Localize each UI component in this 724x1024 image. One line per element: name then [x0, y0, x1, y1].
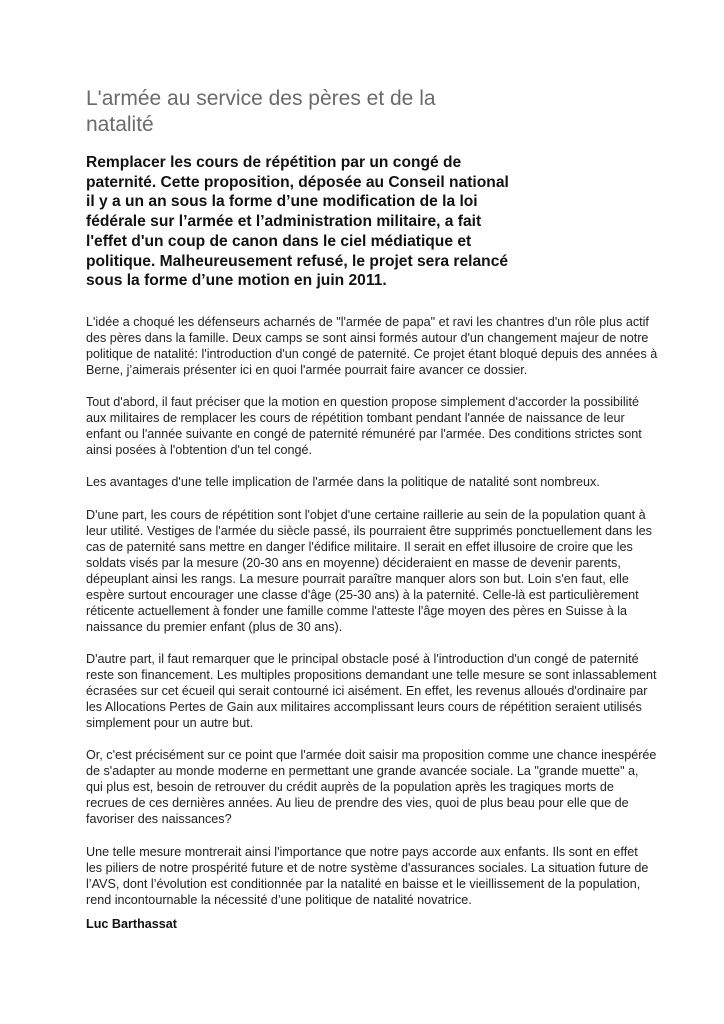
paragraph-line: de s'adapter au monde moderne en permettant une grande avancée sociale. La "grande muette" a,	[86, 764, 639, 779]
lead-line: Remplacer les cours de répétition par un congé de	[86, 154, 462, 171]
body-paragraph	[86, 314, 657, 378]
paragraph-line: D'autre part, il faut remarquer que le principal obstacle posé à l'introduction d'un congé de paternité	[86, 651, 639, 666]
paragraph-line: Une telle mesure montrerait ainsi l'importance que notre pays accorde aux enfants. Ils sont en effet	[86, 844, 638, 859]
paragraph-line: Tout d'abord, il faut préciser que la motion en question propose simplement d'accorder la possibilité	[86, 395, 639, 410]
lead-line: paternité. Cette proposition, déposée au Conseil national	[86, 173, 509, 191]
paragraph-line: rend incontournable la nécessité d’une politique de natalité novatrice.	[86, 892, 472, 907]
paragraph-line: leur utilité. Vestiges de l'armée du siècle passé, ils pourraient être supprimés ponctuellement dans les	[86, 523, 652, 538]
title-line: L'armée au service des pères et de la	[86, 87, 436, 110]
paragraph-line: reste son financement. Les multiples propositions demandant une telle mesure se sont inlassablement	[86, 668, 657, 683]
paragraph-line: qui plus est, besoin de retrouver du crédit auprès de la population après les tragiques morts de	[86, 780, 614, 795]
paragraph-line: politique de natalité: l'introduction d'un congé de paternité. Ce projet étant bloqué depuis des années à	[86, 347, 658, 362]
title-line: natalité	[86, 113, 154, 136]
page-title	[86, 86, 436, 138]
paragraph-line: L'idée a choqué les défenseurs acharnés de "l'armée de papa" et ravi les chantres d'un rôle plus actif	[86, 315, 649, 329]
author-signature: Luc Barthassat	[86, 917, 177, 931]
paragraph-line: cas de paternité sans mettre en danger l'édifice militaire. Il serait en effet illusoire de croire que les	[86, 539, 633, 554]
lead-line: l'effet d'un coup de canon dans le ciel médiatique et	[86, 232, 472, 250]
body-paragraph	[86, 651, 657, 731]
paragraph-line: ainsi posées à l'obtention d'un tel congé.	[86, 443, 313, 458]
paragraph-line: Berne, j’aimerais présenter ici en quoi l'armée pourrait faire avancer ce dossier.	[86, 363, 528, 378]
lead-line: il y a un an sous la forme d’une modification de la loi	[86, 193, 478, 211]
paragraph-line: recrues de ces dernières années. Au lieu de prendre des vies, quoi de plus beau pour elle que de	[86, 796, 629, 811]
paragraph-line: simplement pour un autre but.	[86, 716, 254, 731]
body-paragraph	[86, 394, 657, 458]
paragraph-line: aux militaires de remplacer les cours de répétition tombant pendant l'année de naissance de leur	[86, 411, 625, 426]
paragraph-line: écrasées sur cet écueil qui serait contourné ici aisément. En effet, les revenus alloués d'ordinaire par	[86, 684, 648, 699]
lead-paragraph	[86, 153, 509, 291]
paragraph-line: favoriser des naissances?	[86, 812, 232, 827]
paragraph-line: D'une part, les cours de répétition sont l'objet d'une certaine raillerie au sein de la population quant à	[86, 507, 646, 522]
lead-line: fédérale sur l’armée et l’administration militaire, a fait	[86, 213, 482, 231]
paragraph-line: Or, c'est précisément sur ce point que l'armée doit saisir ma proposition comme une chance inespérée	[86, 748, 657, 763]
lead-line: sous la forme d’une motion en juin 2011.	[86, 272, 387, 290]
paragraph-line: Les avantages d'une telle implication de l'armée dans la politique de natalité sont nombreux.	[86, 475, 600, 490]
body-paragraph	[86, 844, 657, 908]
article-body	[86, 314, 657, 924]
paragraph-line: enfant ou l'année suivante en congé de paternité rémunéré par l'armée. Des conditions strictes sont	[86, 427, 642, 442]
body-paragraph	[86, 507, 657, 635]
paragraph-line: des pères dans la famille. Deux camps se sont ainsi formés autour d'un changement majeur de notre	[86, 331, 649, 346]
paragraph-line: espère surtout encourager une classe d'âge (25-30 ans) à la paternité. Celle-là est particulièrement	[86, 587, 639, 602]
body-paragraph	[86, 747, 657, 827]
body-paragraph	[86, 474, 657, 490]
paragraph-line: naissance du premier enfant (plus de 30 ans).	[86, 619, 343, 634]
lead-line: politique. Malheureusement refusé, le projet sera relancé	[86, 252, 509, 270]
paragraph-line: les Allocations Pertes de Gain aux militaires accomplissant leurs cours de répétition seraient utilisés	[86, 700, 642, 715]
paragraph-line: dépeuplant ainsi les rangs. La mesure pourrait paraître manquer alors son but. Loin s'en faut, elle	[86, 571, 629, 586]
paragraph-line: l’AVS, dont l’évolution est conditionnée par la natalité en baisse et le vieillissement de la population,	[86, 876, 641, 891]
paragraph-line: soldats visés par la mesure (20-30 ans en moyenne) décideraient en masse de devenir parents,	[86, 555, 621, 570]
paragraph-line: les piliers de notre prospérité future et de notre système d'assurances sociales. La situation future de	[86, 860, 649, 875]
paragraph-line: réticente actuellement à fonder une famille comme l'atteste l'âge moyen des pères en Suisse à la	[86, 603, 628, 618]
